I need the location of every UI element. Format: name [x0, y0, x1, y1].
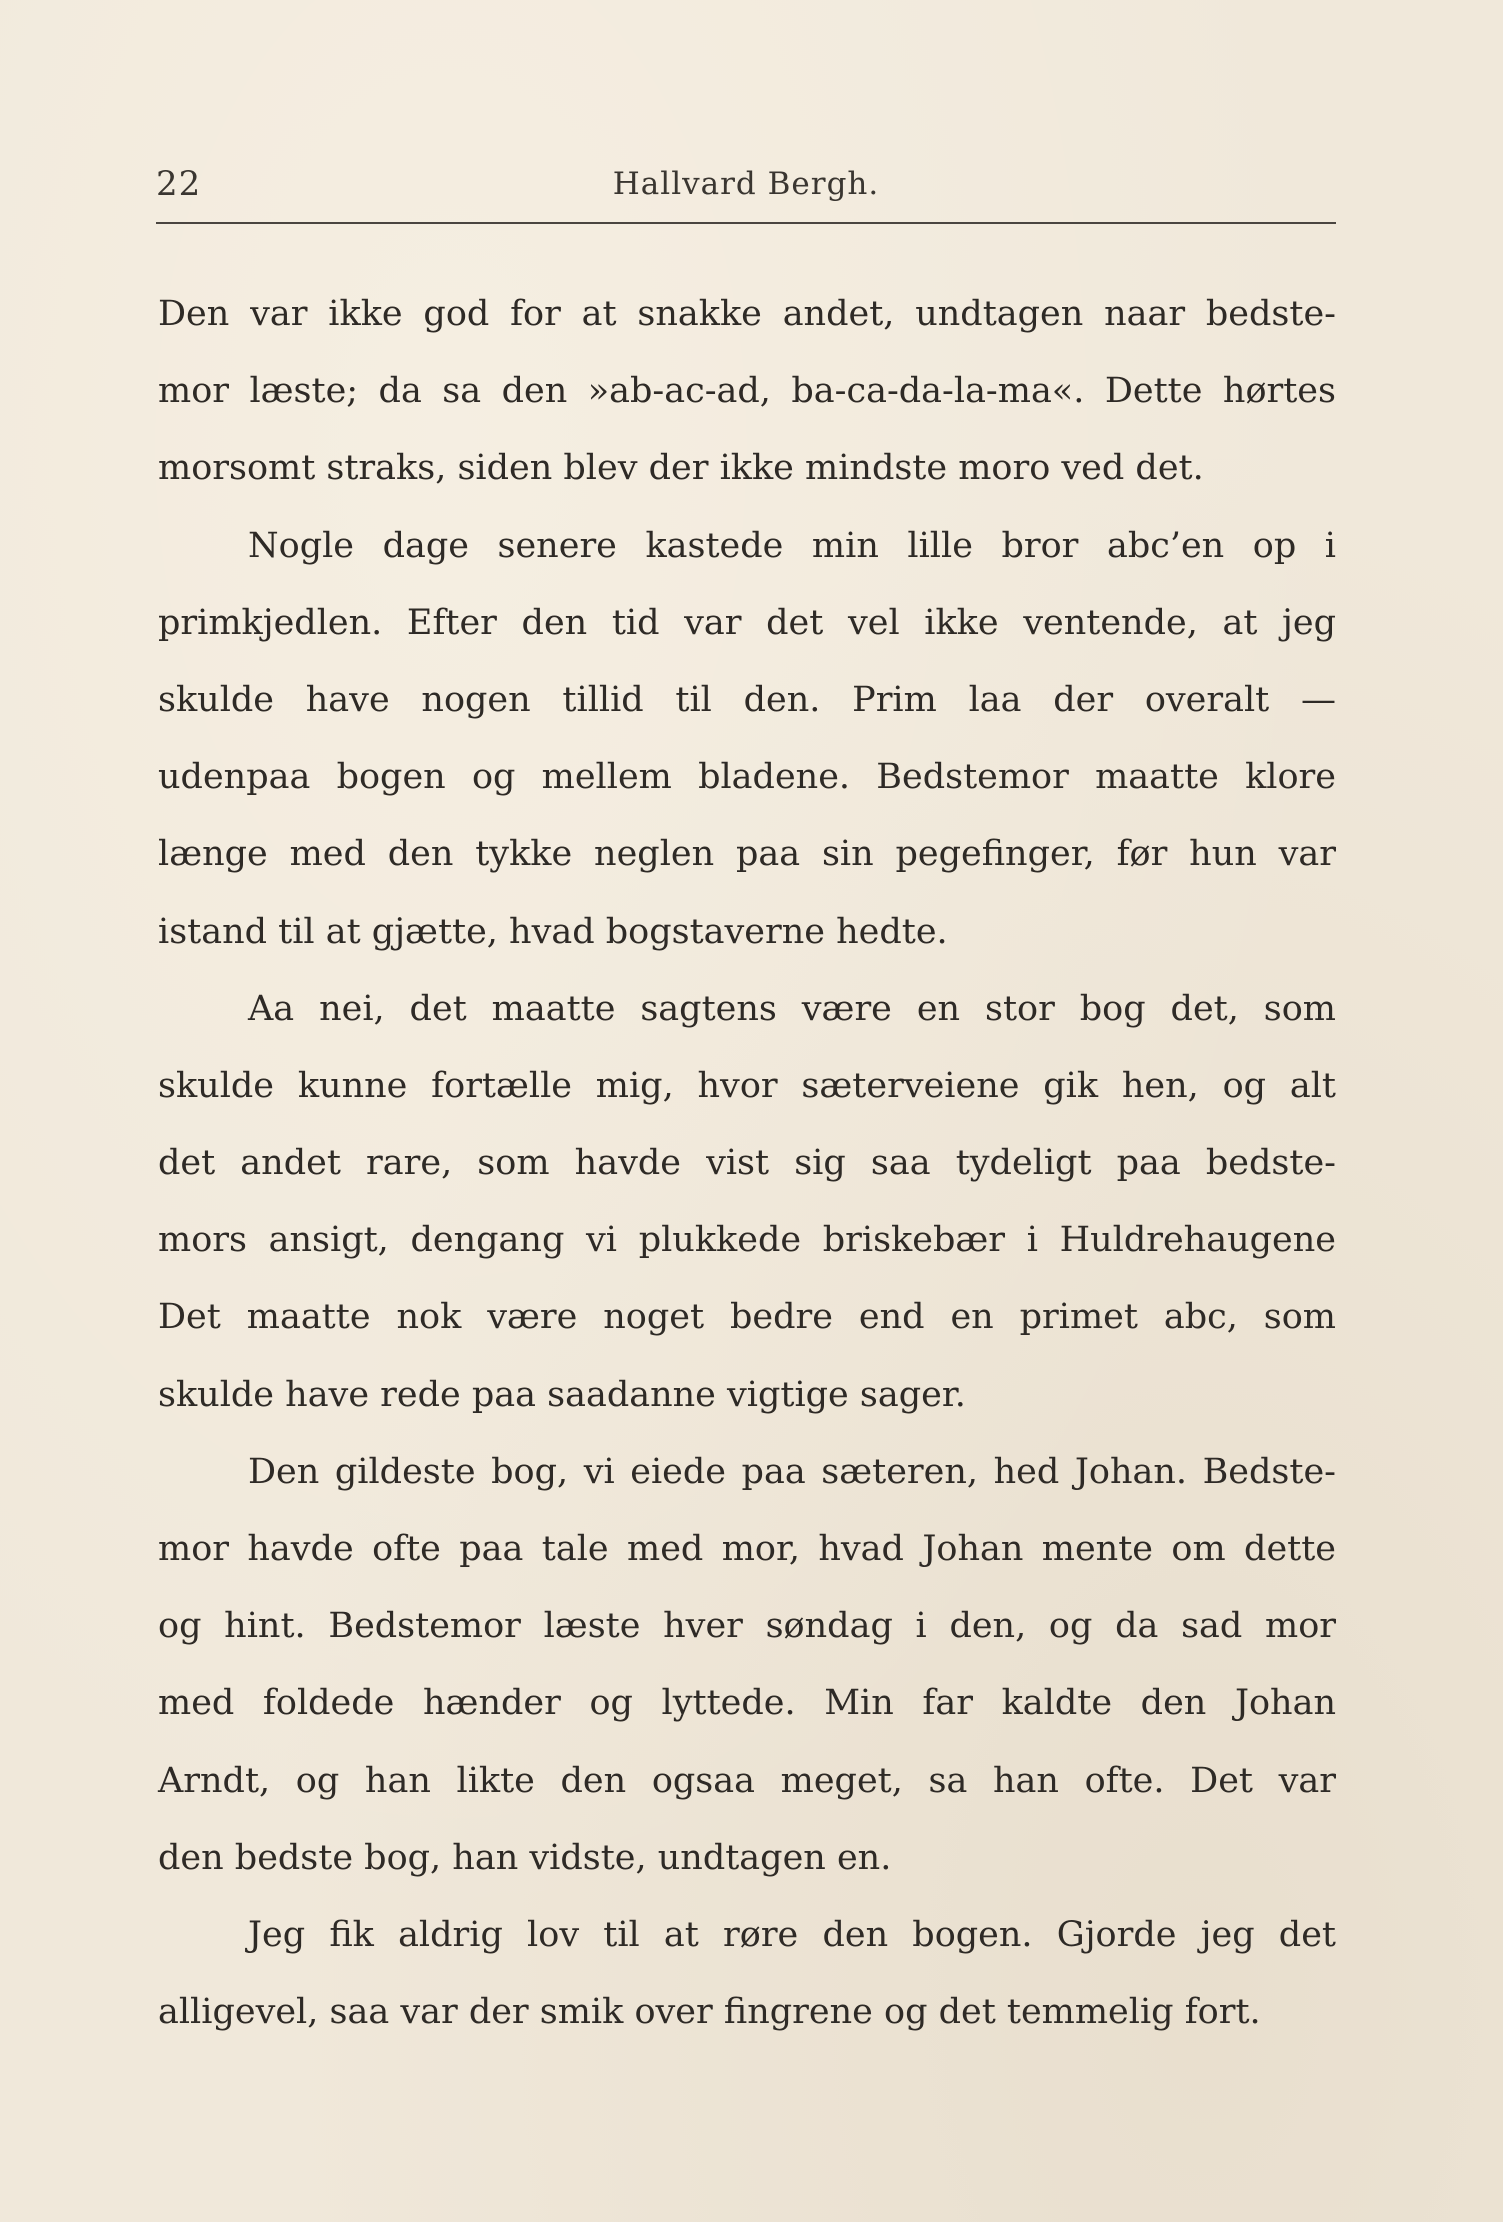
text-line: Det maatte nok være noget bedre end en primet abc, som — [158, 1297, 1336, 1338]
text-line: og hint. Bedstemor læste hver søndag i den, og da sad mor — [158, 1606, 1336, 1647]
text-line: mor havde ofte paa tale med mor, hvad Johan mente om dette — [158, 1529, 1336, 1569]
text-line: det andet rare, som havde vist sig saa tydeligt paa bedste- — [158, 1143, 1336, 1184]
text-line: skulde have rede paa saadanne vigtige sager. — [158, 1374, 966, 1415]
paragraph-4 — [158, 1434, 1336, 1897]
text-line: mor læste; da sa den »ab-ac-ad, ba-ca-da-la-ma«. Dette hørtes — [158, 371, 1336, 412]
text-line: den bedste bog, han vidste, undtagen en. — [158, 1837, 892, 1878]
text-line: skulde have nogen tillid til den. Prim laa der overalt — — [158, 679, 1336, 720]
paragraph-5 — [158, 1897, 1336, 2051]
text-line: skulde kunne fortælle mig, hvor sæterveiene gik hen, og alt — [158, 1065, 1336, 1106]
running-head — [156, 160, 1336, 208]
text-line: med foldede hænder og lyttede. Min far kaldte den Johan — [158, 1683, 1336, 1724]
text-line: Den var ikke god for at snakke andet, undtagen naar bedste- — [158, 294, 1336, 334]
text-line: Aa nei, det maatte sagtens være en stor bog det, som — [248, 988, 1336, 1029]
text-line: alligevel, saa var der smik over fingrene og det temmelig fort. — [158, 1992, 1261, 2033]
text-line: udenpaa bogen og mellem bladene. Bedstemor maatte klore — [158, 757, 1336, 798]
page-number: 22 — [156, 164, 202, 204]
running-title: Hallvard Bergh. — [612, 166, 880, 202]
text-line: istand til at gjætte, hvad bogstaverne hedte. — [158, 911, 948, 952]
paragraph-2 — [158, 508, 1336, 971]
text-line: mors ansigt, dengang vi plukkede briskebær i Huldrehaugene — [158, 1220, 1336, 1261]
text-line: primkjedlen. Efter den tid var det vel ikke ventende, at jeg — [158, 602, 1336, 643]
paragraph-3 — [158, 971, 1336, 1434]
text-line: Arndt, og han likte den ogsaa meget, sa han ofte. Det var — [158, 1760, 1336, 1801]
text-line: Jeg fik aldrig lov til at røre den bogen. Gjorde jeg det — [248, 1914, 1336, 1955]
text-line: Nogle dage senere kastede min lille bror abc’en op i — [248, 525, 1336, 566]
text-line: morsomt straks, siden blev der ikke mindste moro ved det. — [158, 448, 1204, 489]
header-rule — [156, 222, 1336, 224]
text-line: Den gildeste bog, vi eiede paa sæteren, hed Johan. Bedste- — [248, 1451, 1336, 1492]
paragraph-1 — [158, 276, 1336, 508]
text-line: længe med den tykke neglen paa sin pegefinger, før hun var — [158, 834, 1336, 875]
body-text — [158, 276, 1336, 2051]
